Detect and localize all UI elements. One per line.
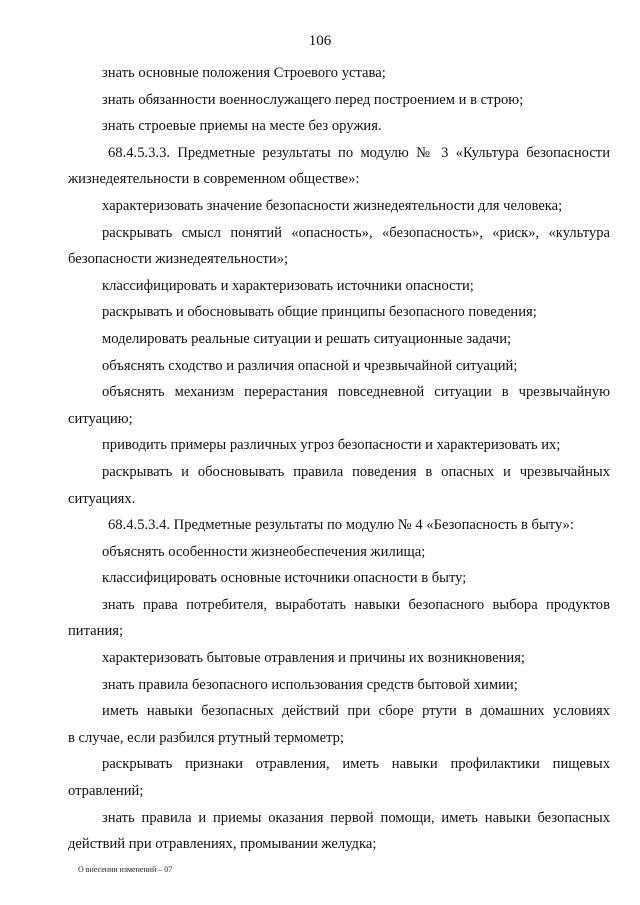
footer-note: О внесении изменений – 07 <box>78 865 173 874</box>
text-line: раскрывать смысл понятий «опасность», «безопасность», «риск», «культура <box>102 224 610 241</box>
text-line: 68.4.5.3.4. Предметные результаты по модулю № 4 «Безопасность в быту»: <box>108 517 574 534</box>
text-line: объяснять особенности жизнеобеспечения жилища; <box>102 543 426 560</box>
text-line: объяснять механизм перерастания повседневной ситуации в чрезвычайную <box>102 384 610 401</box>
text-line: безопасности жизнедеятельности»; <box>68 251 289 268</box>
text-line: знать права потребителя, выработать навыки безопасного выбора продуктов <box>102 596 610 613</box>
text-line: иметь навыки безопасных действий при сборе ртути в домашних условиях <box>102 703 610 720</box>
text-line: 68.4.5.3.3. Предметные результаты по модулю № 3 «Культура безопасности <box>108 144 610 161</box>
text-line: раскрывать признаки отравления, иметь навыки профилактики пищевых <box>102 756 610 773</box>
text-line: приводить примеры различных угроз безопасности и характеризовать их; <box>102 437 561 454</box>
text-line: объяснять сходство и различия опасной и чрезвычайной ситуаций; <box>102 357 518 374</box>
text-line: знать основные положения Строевого устава; <box>102 65 386 81</box>
text-line: раскрывать и обосновывать правила поведения в опасных и чрезвычайных <box>102 463 610 480</box>
text-line: моделировать реальные ситуации и решать ситуационные задачи; <box>102 330 512 347</box>
text-line: знать правила безопасного использования средств бытовой химии; <box>102 676 518 693</box>
text-line: знать обязанности военнослужащего перед построением и в строю; <box>102 91 524 108</box>
page-number: 106 <box>308 33 332 49</box>
text-line: питания; <box>68 623 124 640</box>
text-line: в случае, если разбился ртутный термометр; <box>68 729 344 746</box>
text-line: классифицировать основные источники опасности в быту; <box>102 570 467 587</box>
text-line: жизнедеятельности в современном обществе»: <box>68 171 360 188</box>
text-line: раскрывать и обосновывать общие принципы безопасного поведения; <box>102 304 537 321</box>
text-line: действий при отравлениях, промывании желудка; <box>68 836 377 853</box>
text-line: ситуацию; <box>68 410 133 427</box>
text-line: характеризовать значение безопасности жизнедеятельности для человека; <box>102 197 563 214</box>
text-line: классифицировать и характеризовать источники опасности; <box>102 277 474 294</box>
text-line: характеризовать бытовые отравления и причины их возникновения; <box>102 650 525 667</box>
page-body <box>68 60 610 858</box>
text-line: знать правила и приемы оказания первой помощи, иметь навыки безопасных <box>102 809 610 826</box>
text-line: знать строевые приемы на месте без оружия. <box>102 118 382 135</box>
text-line: отравлений; <box>68 783 144 800</box>
text-line: ситуациях. <box>68 490 136 507</box>
